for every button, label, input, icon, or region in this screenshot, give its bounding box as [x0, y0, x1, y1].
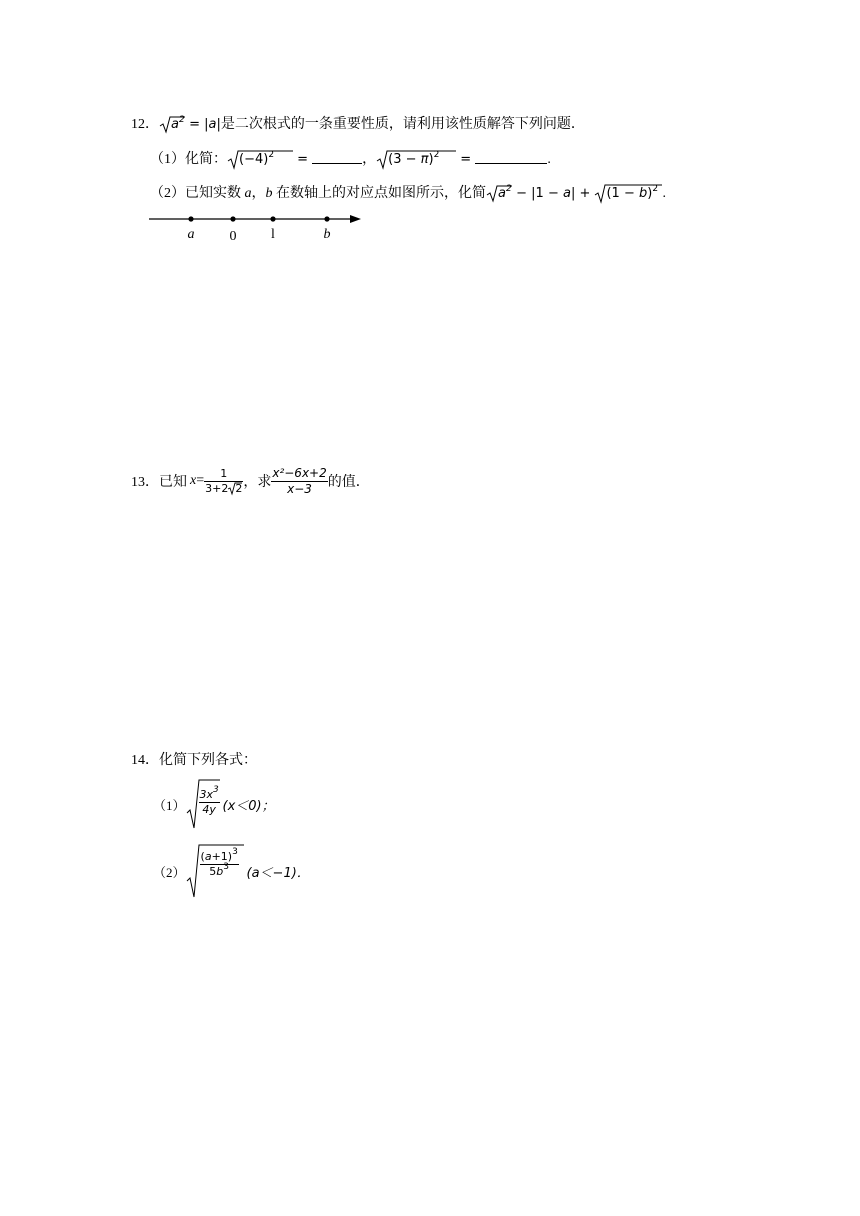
- q13-expression: [271, 466, 327, 497]
- q14-part2: [153, 843, 310, 899]
- q14-part2-numerator: $(a+1)^3$: [200, 847, 238, 863]
- q13-x-denominator: [204, 482, 243, 496]
- q12-separator: ，: [362, 152, 377, 167]
- q12-var-a: a: [244, 186, 252, 201]
- q13-expr-numerator: x²−6x+2: [272, 465, 327, 480]
- q12-part2-end: .: [662, 186, 666, 201]
- q12-answer-blank-1[interactable]: [312, 151, 362, 164]
- q12-var-b: b: [265, 186, 273, 201]
- q13-den-text: 3+2: [205, 481, 229, 495]
- q12-stem-text: 是二次根式的一条重要性质，请利用该性质解答下列问题．: [220, 117, 585, 132]
- q12-number-line: [145, 210, 370, 245]
- q14-part1-denominator: 4y: [202, 802, 216, 816]
- q14-part2-fraction: [200, 847, 239, 879]
- q12-part1-end: .: [547, 152, 551, 167]
- q13-number: 13．: [131, 475, 159, 490]
- q12-number: 12．: [131, 117, 159, 132]
- q13-separator: ，求: [243, 475, 272, 490]
- number-line-arrow: [350, 215, 361, 223]
- q14-part1-condition: (x＜0)；: [222, 798, 275, 814]
- q13-expr-denominator: x−3: [287, 481, 312, 496]
- q12-part1: [150, 148, 551, 170]
- q12-part2-label: （2）已知实数: [150, 186, 241, 201]
- q14-number: 14．: [131, 753, 159, 768]
- q14-part2-label: （2）: [153, 864, 186, 880]
- point-a: [188, 216, 193, 221]
- q12-part2-text: 在数轴上的对应点如图所示，化简: [276, 186, 486, 201]
- q13-text: 已知: [159, 475, 187, 490]
- q14-part1-radical: [186, 779, 220, 829]
- q13-x-numerator: 1: [204, 467, 243, 482]
- point-0: [230, 216, 235, 221]
- q12-part1-expr1: $(-4)^2$ =: [227, 152, 312, 167]
- sqrt-symbol: 2: [228, 482, 242, 495]
- q14-part1-numerator: $3x^3$: [199, 785, 219, 801]
- q12-part1-expr2: $(3 - \pi)^2$ =: [376, 152, 475, 167]
- q14-part1-label: （1）: [153, 797, 186, 813]
- q14-part1: [153, 778, 275, 830]
- q13-equals: =: [196, 473, 205, 488]
- q13-var-x: x: [190, 473, 197, 488]
- q14-title: 化简下列各式：: [159, 753, 257, 768]
- point-b: [324, 216, 329, 221]
- q13-x-fraction: [204, 467, 243, 496]
- label-0: 0: [229, 229, 237, 244]
- q12-answer-blank-2[interactable]: [475, 151, 547, 164]
- q12-property-formula: $a^2$ = |a|: [159, 117, 221, 132]
- label-1: l: [271, 227, 275, 242]
- q13-stem: [131, 461, 370, 501]
- q12-stem: [131, 113, 585, 134]
- label-a: a: [187, 227, 195, 242]
- q14-part1-fraction: [199, 785, 220, 817]
- sqrt-symbol: $a^2$: [486, 185, 512, 203]
- q14-part2-radical: [186, 844, 244, 898]
- sqrt-symbol: $a^2$: [159, 116, 185, 134]
- sqrt-symbol: $(1 - b)^2$: [594, 184, 662, 204]
- q12-part1-label: （1）化简：: [150, 152, 227, 167]
- q14-stem: [131, 749, 257, 769]
- sqrt-symbol: $(-4)^2$: [227, 150, 293, 170]
- label-b: b: [323, 227, 331, 242]
- q12-part2: [150, 182, 666, 204]
- q14-part2-condition: (a＜−1)．: [246, 865, 310, 881]
- q12-comma: ，: [251, 186, 266, 201]
- sqrt-symbol: $(3 - \pi)^2$: [376, 150, 456, 170]
- q12-part2-expression: $a^2$ − |1 − a| + $(1 - b)^2$: [486, 186, 662, 201]
- q13-tail: 的值．: [327, 475, 370, 490]
- q14-part2-denominator: $5b^3$: [209, 861, 230, 878]
- point-1: [270, 216, 275, 221]
